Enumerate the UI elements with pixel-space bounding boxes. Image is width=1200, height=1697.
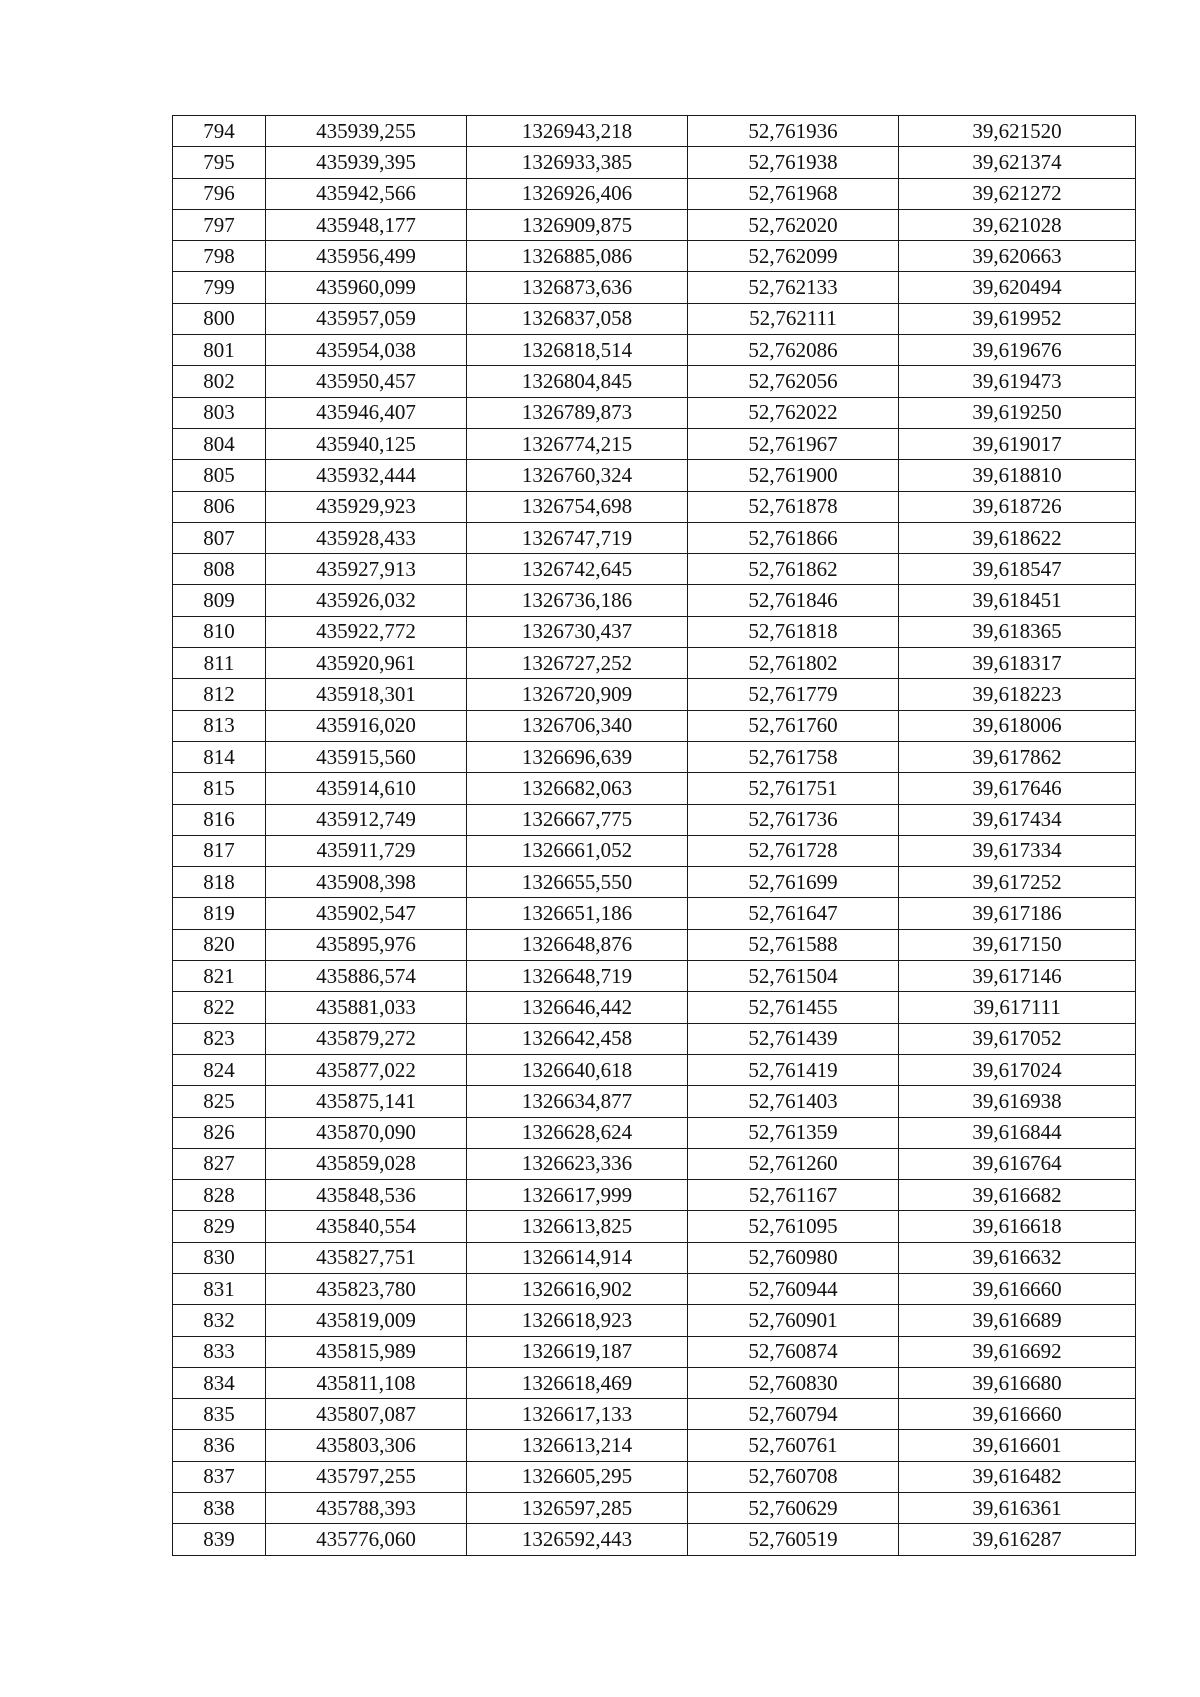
coord-x-cell: 435914,610 xyxy=(266,773,467,804)
point-number-cell: 833 xyxy=(173,1336,266,1367)
point-number-cell: 814 xyxy=(173,741,266,772)
coord-x-cell: 435776,060 xyxy=(266,1524,467,1555)
latitude-cell: 52,761758 xyxy=(688,741,899,772)
coord-x-cell: 435848,536 xyxy=(266,1180,467,1211)
longitude-cell: 39,618726 xyxy=(899,491,1136,522)
point-number-cell: 839 xyxy=(173,1524,266,1555)
latitude-cell: 52,761936 xyxy=(688,116,899,147)
table-row xyxy=(173,929,1136,960)
point-number-cell: 803 xyxy=(173,397,266,428)
longitude-cell: 39,621520 xyxy=(899,116,1136,147)
coord-y-cell: 1326943,218 xyxy=(467,116,688,147)
point-number-cell: 805 xyxy=(173,460,266,491)
longitude-cell: 39,618317 xyxy=(899,648,1136,679)
longitude-cell: 39,616482 xyxy=(899,1461,1136,1492)
latitude-cell: 52,762099 xyxy=(688,241,899,272)
longitude-cell: 39,621374 xyxy=(899,147,1136,178)
latitude-cell: 52,761167 xyxy=(688,1180,899,1211)
latitude-cell: 52,761900 xyxy=(688,460,899,491)
coord-x-cell: 435960,099 xyxy=(266,272,467,303)
point-number-cell: 794 xyxy=(173,116,266,147)
coord-y-cell: 1326909,875 xyxy=(467,209,688,240)
coord-x-cell: 435811,108 xyxy=(266,1367,467,1398)
longitude-cell: 39,616680 xyxy=(899,1367,1136,1398)
table-row xyxy=(173,428,1136,459)
table-row xyxy=(173,1148,1136,1179)
longitude-cell: 39,619676 xyxy=(899,335,1136,366)
point-number-cell: 812 xyxy=(173,679,266,710)
point-number-cell: 799 xyxy=(173,272,266,303)
table-row xyxy=(173,303,1136,334)
coord-y-cell: 1326837,058 xyxy=(467,303,688,334)
latitude-cell: 52,761938 xyxy=(688,147,899,178)
coord-x-cell: 435881,033 xyxy=(266,992,467,1023)
coord-y-cell: 1326648,876 xyxy=(467,929,688,960)
table-row xyxy=(173,272,1136,303)
table-row xyxy=(173,773,1136,804)
longitude-cell: 39,621028 xyxy=(899,209,1136,240)
longitude-cell: 39,617186 xyxy=(899,898,1136,929)
table-row xyxy=(173,554,1136,585)
table-row xyxy=(173,961,1136,992)
coord-y-cell: 1326742,645 xyxy=(467,554,688,585)
table-row xyxy=(173,209,1136,240)
coord-x-cell: 435912,749 xyxy=(266,804,467,835)
coord-x-cell: 435902,547 xyxy=(266,898,467,929)
table-row xyxy=(173,710,1136,741)
latitude-cell: 52,761455 xyxy=(688,992,899,1023)
point-number-cell: 800 xyxy=(173,303,266,334)
coord-x-cell: 435803,306 xyxy=(266,1430,467,1461)
latitude-cell: 52,761862 xyxy=(688,554,899,585)
coord-y-cell: 1326613,214 xyxy=(467,1430,688,1461)
coord-x-cell: 435807,087 xyxy=(266,1399,467,1430)
latitude-cell: 52,761751 xyxy=(688,773,899,804)
point-number-cell: 815 xyxy=(173,773,266,804)
point-number-cell: 807 xyxy=(173,522,266,553)
longitude-cell: 39,616660 xyxy=(899,1273,1136,1304)
coord-y-cell: 1326618,923 xyxy=(467,1305,688,1336)
coord-y-cell: 1326613,825 xyxy=(467,1211,688,1242)
point-number-cell: 798 xyxy=(173,241,266,272)
latitude-cell: 52,762133 xyxy=(688,272,899,303)
point-number-cell: 825 xyxy=(173,1086,266,1117)
table-row xyxy=(173,147,1136,178)
coord-y-cell: 1326926,406 xyxy=(467,178,688,209)
coord-x-cell: 435954,038 xyxy=(266,335,467,366)
coord-x-cell: 435926,032 xyxy=(266,585,467,616)
latitude-cell: 52,761095 xyxy=(688,1211,899,1242)
coord-x-cell: 435827,751 xyxy=(266,1242,467,1273)
coord-y-cell: 1326933,385 xyxy=(467,147,688,178)
coord-y-cell: 1326885,086 xyxy=(467,241,688,272)
table-row xyxy=(173,366,1136,397)
table-row xyxy=(173,1086,1136,1117)
coord-y-cell: 1326642,458 xyxy=(467,1023,688,1054)
latitude-cell: 52,761760 xyxy=(688,710,899,741)
longitude-cell: 39,616287 xyxy=(899,1524,1136,1555)
latitude-cell: 52,760629 xyxy=(688,1493,899,1524)
coord-x-cell: 435948,177 xyxy=(266,209,467,240)
longitude-cell: 39,616692 xyxy=(899,1336,1136,1367)
coord-x-cell: 435870,090 xyxy=(266,1117,467,1148)
latitude-cell: 52,762022 xyxy=(688,397,899,428)
longitude-cell: 39,616632 xyxy=(899,1242,1136,1273)
point-number-cell: 835 xyxy=(173,1399,266,1430)
longitude-cell: 39,619952 xyxy=(899,303,1136,334)
longitude-cell: 39,618006 xyxy=(899,710,1136,741)
latitude-cell: 52,760980 xyxy=(688,1242,899,1273)
table-row xyxy=(173,679,1136,710)
latitude-cell: 52,762020 xyxy=(688,209,899,240)
latitude-cell: 52,761878 xyxy=(688,491,899,522)
latitude-cell: 52,760761 xyxy=(688,1430,899,1461)
coord-y-cell: 1326648,719 xyxy=(467,961,688,992)
point-number-cell: 822 xyxy=(173,992,266,1023)
coord-y-cell: 1326873,636 xyxy=(467,272,688,303)
table-row xyxy=(173,397,1136,428)
table-row xyxy=(173,867,1136,898)
coord-x-cell: 435939,255 xyxy=(266,116,467,147)
point-number-cell: 821 xyxy=(173,961,266,992)
point-number-cell: 837 xyxy=(173,1461,266,1492)
longitude-cell: 39,621272 xyxy=(899,178,1136,209)
coord-y-cell: 1326736,186 xyxy=(467,585,688,616)
coord-x-cell: 435918,301 xyxy=(266,679,467,710)
point-number-cell: 828 xyxy=(173,1180,266,1211)
longitude-cell: 39,616844 xyxy=(899,1117,1136,1148)
latitude-cell: 52,761818 xyxy=(688,616,899,647)
coord-x-cell: 435922,772 xyxy=(266,616,467,647)
table-row xyxy=(173,1430,1136,1461)
latitude-cell: 52,762056 xyxy=(688,366,899,397)
point-number-cell: 809 xyxy=(173,585,266,616)
coord-x-cell: 435895,976 xyxy=(266,929,467,960)
coord-y-cell: 1326614,914 xyxy=(467,1242,688,1273)
point-number-cell: 824 xyxy=(173,1054,266,1085)
point-number-cell: 838 xyxy=(173,1493,266,1524)
point-number-cell: 804 xyxy=(173,428,266,459)
longitude-cell: 39,617862 xyxy=(899,741,1136,772)
coord-x-cell: 435911,729 xyxy=(266,835,467,866)
coord-y-cell: 1326634,877 xyxy=(467,1086,688,1117)
coord-x-cell: 435940,125 xyxy=(266,428,467,459)
table-row xyxy=(173,1023,1136,1054)
longitude-cell: 39,620663 xyxy=(899,241,1136,272)
table-row xyxy=(173,1273,1136,1304)
table-row xyxy=(173,1242,1136,1273)
coord-y-cell: 1326605,295 xyxy=(467,1461,688,1492)
table-row xyxy=(173,1493,1136,1524)
table-row xyxy=(173,1305,1136,1336)
table-row xyxy=(173,1399,1136,1430)
coord-y-cell: 1326617,999 xyxy=(467,1180,688,1211)
point-number-cell: 827 xyxy=(173,1148,266,1179)
point-number-cell: 802 xyxy=(173,366,266,397)
longitude-cell: 39,617146 xyxy=(899,961,1136,992)
coord-y-cell: 1326682,063 xyxy=(467,773,688,804)
coord-x-cell: 435915,560 xyxy=(266,741,467,772)
coord-x-cell: 435929,923 xyxy=(266,491,467,522)
coord-x-cell: 435875,141 xyxy=(266,1086,467,1117)
point-number-cell: 796 xyxy=(173,178,266,209)
point-number-cell: 834 xyxy=(173,1367,266,1398)
latitude-cell: 52,762111 xyxy=(688,303,899,334)
point-number-cell: 832 xyxy=(173,1305,266,1336)
table-row xyxy=(173,1367,1136,1398)
coord-x-cell: 435840,554 xyxy=(266,1211,467,1242)
coord-x-cell: 435932,444 xyxy=(266,460,467,491)
table-row xyxy=(173,241,1136,272)
table-row xyxy=(173,616,1136,647)
latitude-cell: 52,761647 xyxy=(688,898,899,929)
table-row xyxy=(173,460,1136,491)
coord-x-cell: 435928,433 xyxy=(266,522,467,553)
coord-x-cell: 435859,028 xyxy=(266,1148,467,1179)
longitude-cell: 39,616682 xyxy=(899,1180,1136,1211)
latitude-cell: 52,761419 xyxy=(688,1054,899,1085)
point-number-cell: 829 xyxy=(173,1211,266,1242)
point-number-cell: 811 xyxy=(173,648,266,679)
longitude-cell: 39,620494 xyxy=(899,272,1136,303)
coord-y-cell: 1326696,639 xyxy=(467,741,688,772)
longitude-cell: 39,616660 xyxy=(899,1399,1136,1430)
longitude-cell: 39,618810 xyxy=(899,460,1136,491)
point-number-cell: 813 xyxy=(173,710,266,741)
coord-y-cell: 1326661,052 xyxy=(467,835,688,866)
latitude-cell: 52,761504 xyxy=(688,961,899,992)
table-row xyxy=(173,1054,1136,1085)
table-row xyxy=(173,522,1136,553)
longitude-cell: 39,618622 xyxy=(899,522,1136,553)
coord-x-cell: 435815,989 xyxy=(266,1336,467,1367)
table-row xyxy=(173,992,1136,1023)
latitude-cell: 52,760901 xyxy=(688,1305,899,1336)
coord-x-cell: 435877,022 xyxy=(266,1054,467,1085)
longitude-cell: 39,616618 xyxy=(899,1211,1136,1242)
point-number-cell: 797 xyxy=(173,209,266,240)
latitude-cell: 52,761967 xyxy=(688,428,899,459)
point-number-cell: 816 xyxy=(173,804,266,835)
point-number-cell: 801 xyxy=(173,335,266,366)
latitude-cell: 52,761846 xyxy=(688,585,899,616)
coord-y-cell: 1326727,252 xyxy=(467,648,688,679)
coord-x-cell: 435957,059 xyxy=(266,303,467,334)
coord-y-cell: 1326597,285 xyxy=(467,1493,688,1524)
longitude-cell: 39,618547 xyxy=(899,554,1136,585)
coord-y-cell: 1326651,186 xyxy=(467,898,688,929)
coord-x-cell: 435908,398 xyxy=(266,867,467,898)
latitude-cell: 52,761588 xyxy=(688,929,899,960)
table-row xyxy=(173,1117,1136,1148)
coord-x-cell: 435788,393 xyxy=(266,1493,467,1524)
longitude-cell: 39,618365 xyxy=(899,616,1136,647)
longitude-cell: 39,619017 xyxy=(899,428,1136,459)
coord-y-cell: 1326754,698 xyxy=(467,491,688,522)
coord-y-cell: 1326774,215 xyxy=(467,428,688,459)
coord-y-cell: 1326706,340 xyxy=(467,710,688,741)
coord-y-cell: 1326618,469 xyxy=(467,1367,688,1398)
coord-y-cell: 1326667,775 xyxy=(467,804,688,835)
coord-y-cell: 1326617,133 xyxy=(467,1399,688,1430)
coord-x-cell: 435823,780 xyxy=(266,1273,467,1304)
latitude-cell: 52,762086 xyxy=(688,335,899,366)
longitude-cell: 39,618223 xyxy=(899,679,1136,710)
coord-y-cell: 1326640,618 xyxy=(467,1054,688,1085)
table-row xyxy=(173,835,1136,866)
longitude-cell: 39,616601 xyxy=(899,1430,1136,1461)
table-row xyxy=(173,1461,1136,1492)
point-number-cell: 806 xyxy=(173,491,266,522)
table-row xyxy=(173,1524,1136,1555)
longitude-cell: 39,617024 xyxy=(899,1054,1136,1085)
latitude-cell: 52,761728 xyxy=(688,835,899,866)
coord-y-cell: 1326804,845 xyxy=(467,366,688,397)
coord-y-cell: 1326789,873 xyxy=(467,397,688,428)
table-row xyxy=(173,491,1136,522)
latitude-cell: 52,760830 xyxy=(688,1367,899,1398)
longitude-cell: 39,619473 xyxy=(899,366,1136,397)
table-row xyxy=(173,116,1136,147)
latitude-cell: 52,761802 xyxy=(688,648,899,679)
coord-y-cell: 1326619,187 xyxy=(467,1336,688,1367)
coord-x-cell: 435819,009 xyxy=(266,1305,467,1336)
table-row xyxy=(173,178,1136,209)
coord-y-cell: 1326747,719 xyxy=(467,522,688,553)
latitude-cell: 52,761736 xyxy=(688,804,899,835)
longitude-cell: 39,617150 xyxy=(899,929,1136,960)
table-row xyxy=(173,1211,1136,1242)
coord-y-cell: 1326760,324 xyxy=(467,460,688,491)
point-number-cell: 795 xyxy=(173,147,266,178)
longitude-cell: 39,616938 xyxy=(899,1086,1136,1117)
table-row xyxy=(173,585,1136,616)
longitude-cell: 39,616689 xyxy=(899,1305,1136,1336)
point-number-cell: 826 xyxy=(173,1117,266,1148)
table-row xyxy=(173,741,1136,772)
longitude-cell: 39,617111 xyxy=(899,992,1136,1023)
latitude-cell: 52,761968 xyxy=(688,178,899,209)
latitude-cell: 52,761403 xyxy=(688,1086,899,1117)
point-number-cell: 817 xyxy=(173,835,266,866)
longitude-cell: 39,616361 xyxy=(899,1493,1136,1524)
longitude-cell: 39,617646 xyxy=(899,773,1136,804)
latitude-cell: 52,761779 xyxy=(688,679,899,710)
latitude-cell: 52,761699 xyxy=(688,867,899,898)
coord-y-cell: 1326730,437 xyxy=(467,616,688,647)
coord-x-cell: 435886,574 xyxy=(266,961,467,992)
coordinates-table-body xyxy=(173,116,1136,1556)
coord-y-cell: 1326616,902 xyxy=(467,1273,688,1304)
coord-x-cell: 435879,272 xyxy=(266,1023,467,1054)
coord-y-cell: 1326628,624 xyxy=(467,1117,688,1148)
longitude-cell: 39,619250 xyxy=(899,397,1136,428)
coord-y-cell: 1326818,514 xyxy=(467,335,688,366)
longitude-cell: 39,617052 xyxy=(899,1023,1136,1054)
point-number-cell: 823 xyxy=(173,1023,266,1054)
longitude-cell: 39,617434 xyxy=(899,804,1136,835)
table-row xyxy=(173,648,1136,679)
point-number-cell: 820 xyxy=(173,929,266,960)
coord-x-cell: 435956,499 xyxy=(266,241,467,272)
point-number-cell: 808 xyxy=(173,554,266,585)
coordinates-table xyxy=(172,115,1136,1556)
latitude-cell: 52,761359 xyxy=(688,1117,899,1148)
coord-x-cell: 435950,457 xyxy=(266,366,467,397)
coord-y-cell: 1326623,336 xyxy=(467,1148,688,1179)
coord-y-cell: 1326655,550 xyxy=(467,867,688,898)
point-number-cell: 836 xyxy=(173,1430,266,1461)
latitude-cell: 52,761439 xyxy=(688,1023,899,1054)
point-number-cell: 810 xyxy=(173,616,266,647)
coord-x-cell: 435942,566 xyxy=(266,178,467,209)
latitude-cell: 52,761260 xyxy=(688,1148,899,1179)
longitude-cell: 39,617252 xyxy=(899,867,1136,898)
latitude-cell: 52,760944 xyxy=(688,1273,899,1304)
coord-y-cell: 1326646,442 xyxy=(467,992,688,1023)
coord-y-cell: 1326592,443 xyxy=(467,1524,688,1555)
coord-x-cell: 435920,961 xyxy=(266,648,467,679)
latitude-cell: 52,760708 xyxy=(688,1461,899,1492)
longitude-cell: 39,616764 xyxy=(899,1148,1136,1179)
latitude-cell: 52,760519 xyxy=(688,1524,899,1555)
longitude-cell: 39,618451 xyxy=(899,585,1136,616)
table-row xyxy=(173,898,1136,929)
table-row xyxy=(173,335,1136,366)
table-row xyxy=(173,1336,1136,1367)
latitude-cell: 52,760874 xyxy=(688,1336,899,1367)
coord-x-cell: 435927,913 xyxy=(266,554,467,585)
coord-x-cell: 435797,255 xyxy=(266,1461,467,1492)
point-number-cell: 818 xyxy=(173,867,266,898)
latitude-cell: 52,760794 xyxy=(688,1399,899,1430)
table-row xyxy=(173,1180,1136,1211)
point-number-cell: 819 xyxy=(173,898,266,929)
point-number-cell: 830 xyxy=(173,1242,266,1273)
latitude-cell: 52,761866 xyxy=(688,522,899,553)
longitude-cell: 39,617334 xyxy=(899,835,1136,866)
coord-x-cell: 435946,407 xyxy=(266,397,467,428)
coord-y-cell: 1326720,909 xyxy=(467,679,688,710)
coord-x-cell: 435939,395 xyxy=(266,147,467,178)
coord-x-cell: 435916,020 xyxy=(266,710,467,741)
point-number-cell: 831 xyxy=(173,1273,266,1304)
table-row xyxy=(173,804,1136,835)
